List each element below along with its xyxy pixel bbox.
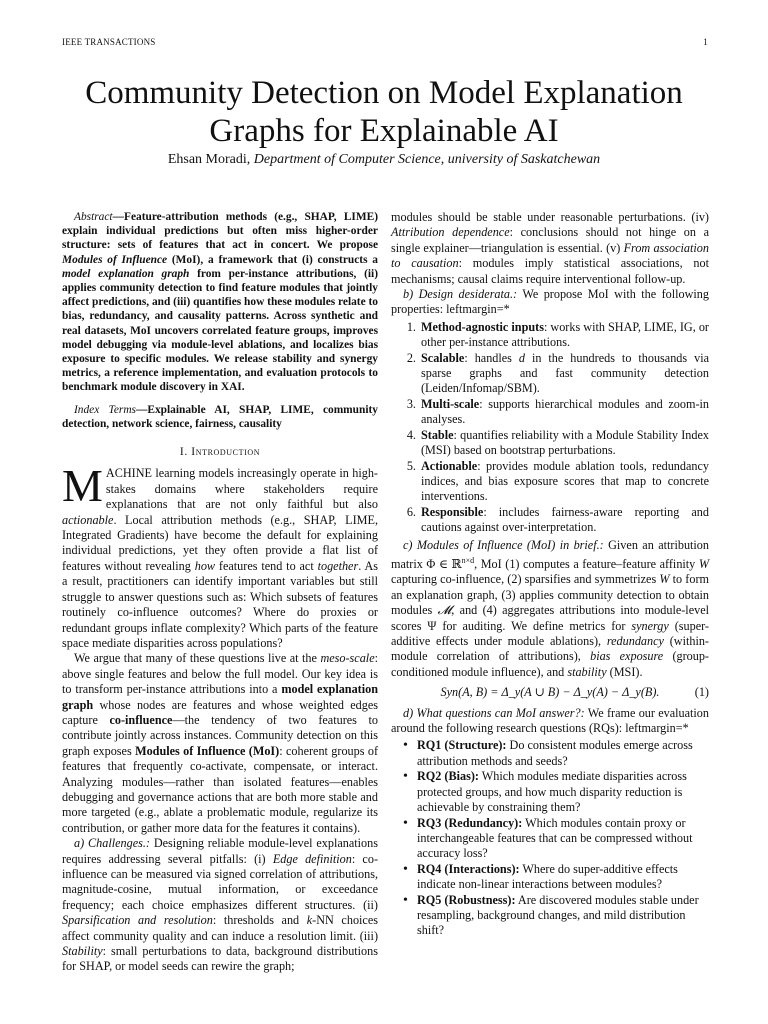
abstract-text: —Feature-attribution methods (e.g., SHAP, LIME) explain individual predictions but often miss higher-order structure: sets of features that act in concert. We propose [62,211,378,252]
running-head [62,37,708,47]
text: : small perturbations to data, background distributions for SHAP, or model seeds can rewire the graph; [62,944,378,974]
text: to form an explanation graph, (3) applies community detection to obtain modules [391,572,709,618]
text: : works with SHAP, LIME, IG, or other per-instance attributions. [421,319,709,350]
text: ACHINE learning models increasingly operate in high-stakes domains where stakeholders require explanations that are not only faithful but also [105,466,378,512]
text: RQ4 (Interactions): [417,861,520,876]
text: RQ1 (Structure): [417,738,507,753]
math: W [659,572,670,587]
challenges-continued [391,210,709,287]
list-item [417,862,709,893]
text: : coherent groups of features that frequently co-activate, compensate, or interact. Analyzing modules—rather than isolated features—enables debugging and governance actions that are both more stable and more targeted (e.g., ablate a problematic module, regularize its contribution, or gather more data for the features it contains). [62,743,378,835]
text: : supports hierarchical modules and zoom-in analyses. [421,396,709,427]
section-number: I. [179,446,188,459]
abstract [62,210,378,395]
text: Modules of Influence (MoI) [135,743,280,758]
text: , and (4) aggregates attributions into module-level scores [391,603,709,633]
paragraph-heading: d) What questions can MoI answer?: [403,705,585,720]
left-column [62,210,378,975]
text: (within-module correlation of attributions), [391,634,709,664]
questions-paragraph [391,706,709,737]
text: RQ2 (Bias): [417,769,479,784]
text: : provides module ablation tools, redundancy indices, and bias exposure scores that map to concrete interventions. [421,458,709,504]
text: Method-agnostic inputs [421,319,544,334]
text: Sparsification and resolution [62,913,213,928]
text: (group-conditioned module influence), and [391,649,709,679]
text: model explanation graph [62,682,378,712]
equation-body: Syn(A, B) = Δ_y(A ∪ B) − Δ_y(A) − Δ_y(B). [440,685,660,700]
text: (MSI). [606,664,643,679]
index-terms-text: —Explainable AI, SHAP, LIME, community detection, network science, fairness, causality [62,403,378,430]
list-item [419,505,709,536]
text: synergy [631,618,669,633]
text: modules should be stable under reasonable perturbations. (iv) [391,210,709,224]
text: , MoI (1) computes a feature–feature affinity [474,557,699,571]
text: : thresholds and [212,913,307,928]
abstract-label: Abstract [74,211,113,223]
right-column [391,210,709,939]
journal-name: IEEE TRANSACTIONS [62,37,156,47]
text: Given an attribution matrix [391,537,709,571]
abstract-text: (MoI), a framework that (i) constructs a [167,253,378,266]
text: Edge definition [272,851,352,866]
abstract-moi: Modules of Influence [62,253,168,266]
text: Are discovered modules stable under resampling, background changes, and mild distribution shift? [417,892,699,938]
page-number: 1 [703,37,708,47]
text: (super-additive effects under module ablations), [391,618,709,649]
text: co-influence [109,712,173,727]
text: bias exposure [590,649,664,664]
text: We argue that many of these questions live at the [74,651,321,666]
text: . Local attribution methods (e.g., SHAP, LIME, Integrated Gradients) have become the default for explaining individual predictions, yet they often provide a flat list of features without revealing [62,512,378,573]
text: whose nodes are features and whose weighted edges capture [62,697,378,727]
text: RQ5 (Robustness): [417,892,516,907]
challenges-paragraph [62,836,378,975]
list-item [419,428,709,459]
section-title: Introduction [191,446,261,459]
text: : conclusions should not hinge on a single explainer—triangulation is essential. (v) [391,225,709,255]
text: capturing co-influence, (2) sparsifies and symmetrizes [391,572,660,587]
text: We propose MoI with the following properties: leftmargin=* [391,287,709,317]
text: : above single features and below the full model. Our key idea is to transform per-instance attributions into a [62,651,378,697]
list-item [419,320,709,351]
text: Actionable [421,458,478,473]
text: Responsible [421,504,484,519]
text: Stable [421,427,454,442]
desiderata-paragraph [391,287,709,318]
index-terms-label: Index Terms [74,403,136,416]
text: redundancy [606,634,664,649]
intro-paragraph-1 [62,460,378,651]
text: how [194,558,216,573]
list-item [419,459,709,505]
math: W [698,557,709,571]
intro-paragraph-2 [62,651,378,836]
text: meso-scale [320,651,375,666]
text: Where do super-additive effects indicate non-linear interactions between modules? [417,861,678,892]
paper-title: Community Detection on Model Explanation Graphs for Explainable AI [85,75,683,149]
text: stability [567,664,607,679]
text: together [317,558,359,573]
math: Φ ∈ ℝ [426,557,462,571]
text: Stability [62,944,103,959]
list-item [419,397,709,428]
math: Ψ [427,618,437,633]
text: Designing reliable module-level explanations requires addressing several pitfalls: (i) [62,836,378,866]
text: for auditing. We define metrics for [436,618,632,633]
text: From association to causation [391,240,709,271]
list-item [417,769,709,815]
text: in the hundreds to thousands via sparse graphs and fast community detection (Leiden/Infomap/SBM). [421,350,709,396]
text: d [518,350,525,365]
text: actionable [62,512,114,527]
text: : modules imply statistical associations, not mechanisms; causal claims require interventional follow-up. [391,256,709,286]
text: : co-influence can be measured via signed correlation of attributions, magnitude-cosine, mutual information, or exceedance frequency; each choice emphasizes different structures. (ii) [62,851,378,912]
list-item [417,893,709,939]
equation-number: (1) [694,685,709,700]
paragraph-heading: b) Design desiderata.: [403,287,518,302]
moi-brief-paragraph [391,538,709,681]
text: features tend to act [215,558,318,573]
equation-1 [391,685,709,700]
math: 𝓜 [437,603,452,618]
text: : handles [464,350,519,365]
text: —the tendency of two features to contribute jointly across instances. Community detection on this graph exposes [62,712,378,758]
text: Scalable [421,350,465,365]
text: -NN choices affect community quality and can induce a resolution limit. (iii) [62,913,378,943]
text: : includes fairness-aware reporting and cautions against over-interpretation. [421,504,709,535]
list-item [417,738,709,769]
list-item [417,816,709,862]
text: k [306,913,313,928]
author-line [40,152,728,168]
abstract-text: from per-instance attributions, (ii) applies community detection to find feature modules that jointly affect predictions, and (iii) quantifies how these modules relate to bias, redundancy, and causality patterns. Across synthetic and real datasets, MoI uncovers correlated feature groups, improves model debugging via module-level ablations, and localizes bias exposure to specific modules. We release stability and synergy metrics, a reference implementation, and evaluation protocols to benchmark module discovery in XAI. [62,267,378,394]
drop-cap: M [62,460,103,512]
text: Which modules contain proxy or interchangeable features that can be compressed without accuracy loss? [417,815,693,861]
text: We frame our evaluation around the following research questions (RQs): leftmargin=* [391,705,709,736]
text: : quantifies reliability with a Module Stability Index (MSI) based on bootstrap perturbations. [421,427,709,458]
list-item [419,351,709,397]
text: RQ3 (Redundancy): [417,815,523,830]
author-affiliation: Department of Computer Science, university of Saskatchewan [253,152,601,167]
author-name: Ehsan Moradi, [167,152,251,167]
paragraph-heading: a) Challenges.: [74,836,150,851]
paragraph-heading: c) Modules of Influence (MoI) in brief.: [403,537,604,552]
text: Multi-scale [421,396,480,411]
properties-list [391,320,709,536]
abstract-graph: model explanation graph [62,267,190,280]
section-heading-introduction [62,445,378,460]
text: Which modules mediate disparities across protected groups, and how much disparity reduction is achievable by constraining them? [417,769,687,815]
text: . As a result, practitioners can identify important variables but still struggle to answer questions such as: Which subsets of features routinely co-influence outcomes? Where do proxies or redundant groups inflate complexity? Which parts of the feature space mediate disparities across populations? [62,558,378,650]
text: Attribution dependence [391,225,510,240]
text: Do consistent modules emerge across attribution methods and seeds? [417,738,693,768]
research-questions-list [391,738,709,938]
math: n×d [461,555,475,565]
index-terms [62,403,378,431]
